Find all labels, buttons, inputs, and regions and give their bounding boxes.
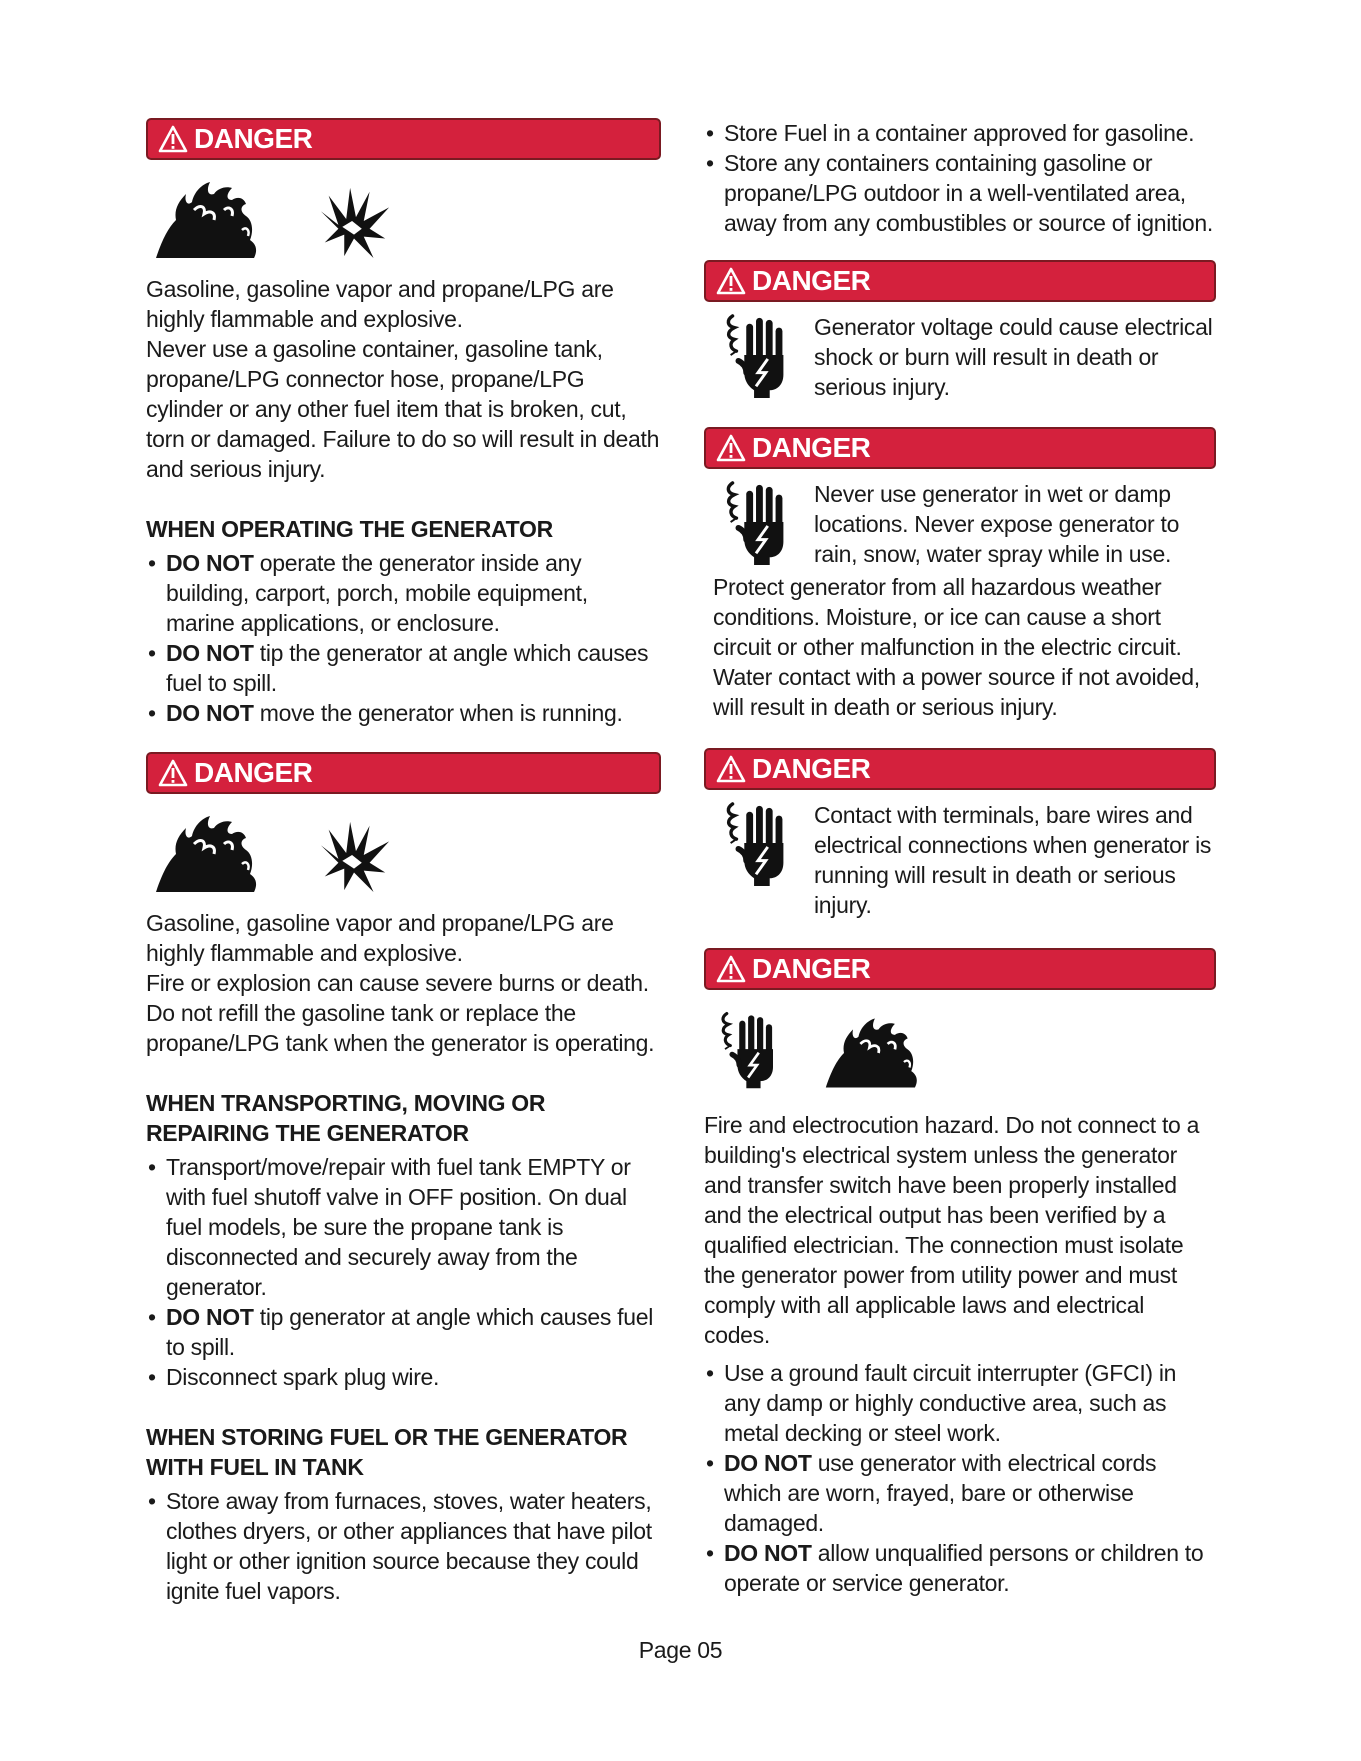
danger-banner (704, 427, 1216, 469)
danger-text: Protect generator from all hazardous weather conditions. Moisture, or ice can cause a short circuit or other malfunction in the electric circuit. Water contact with a power source if not avoided, will result in death or serious injury. (713, 574, 1200, 720)
danger-banner (146, 752, 661, 794)
danger-text: Gasoline, gasoline vapor and propane/LPG are highly flammable and explosive. (146, 910, 614, 966)
danger-text: Contact with terminals, bare wires and electrical connections when generator is running will result in death or serious injury. (814, 802, 1212, 918)
warning-triangle-icon (158, 759, 188, 787)
list-item: • DO NOT move the generator when is running. (146, 698, 661, 728)
danger-label: DANGER (194, 123, 313, 154)
danger-label: DANGER (752, 953, 871, 984)
danger-label: DANGER (752, 753, 871, 784)
list-item: • Store away from furnaces, stoves, water heaters, clothes dryers, or other appliances that have pilot light or other ignition source because they could ignite fuel vapors. (146, 1486, 661, 1606)
page-number: Page 05 (638, 1637, 723, 1663)
hazard-icons (154, 170, 661, 260)
list-item: • Transport/move/repair with fuel tank EMPTY or with fuel shutoff valve in OFF position. On dual fuel models, be sure the propane tank is disconnected and securely away from the generator. (146, 1152, 661, 1302)
electric-shock-hand-icon (714, 1010, 784, 1090)
left-column (146, 118, 661, 1606)
danger-row (704, 479, 1216, 572)
danger-label: DANGER (194, 757, 313, 788)
danger-text: Fire and electrocution hazard. Do not connect to a building's electrical system unless the generator and transfer switch have been properly installed and the electrical output has been verified by a qualified electrician. The connection must isolate the generator power from utility power and must comply with all applicable laws and electrical codes. (704, 1112, 1200, 1348)
list-item: • Store Fuel in a container approved for gasoline. (704, 118, 1216, 148)
danger-text: Never use a gasoline container, gasoline tank, propane/LPG connector hose, propane/LPG cylinder or any other fuel item that is broken, cut, torn or damaged. Failure to do so will result in death and serious injury. (146, 336, 660, 482)
transporting-list (146, 1152, 661, 1392)
explosion-hazard-icon (314, 182, 394, 260)
warning-triangle-icon (158, 125, 188, 153)
danger-banner (704, 948, 1216, 990)
section-heading: WHEN STORING FUEL OR THE GENERATOR WITH FUEL IN TANK (146, 1424, 628, 1480)
list-item: • DO NOT tip generator at angle which causes fuel to spill. (146, 1302, 661, 1362)
warning-triangle-icon (716, 955, 746, 983)
hazard-icons (714, 1000, 1216, 1090)
danger-text: Generator voltage could cause electrical shock or burn will result in death or serious injury. (814, 314, 1213, 400)
storing-list-continued (704, 118, 1216, 238)
operating-list (146, 548, 661, 728)
hazard-icons (154, 804, 661, 894)
danger-label: DANGER (752, 432, 871, 463)
danger-banner (704, 260, 1216, 302)
danger-banner (704, 748, 1216, 790)
electrical-list (704, 1358, 1216, 1598)
list-item: • Use a ground fault circuit interrupter (GFCI) in any damp or highly conductive area, such as metal decking or steel work. (704, 1358, 1216, 1448)
right-column (704, 118, 1216, 1598)
list-item: • DO NOT tip the generator at angle which causes fuel to spill. (146, 638, 661, 698)
section-heading: WHEN OPERATING THE GENERATOR (146, 516, 553, 542)
warning-triangle-icon (716, 755, 746, 783)
danger-label: DANGER (752, 265, 871, 296)
list-item: • DO NOT operate the generator inside any building, carport, porch, mobile equipment, marine applications, or enclosure. (146, 548, 661, 638)
list-item: • DO NOT allow unqualified persons or children to operate or service generator. (704, 1538, 1216, 1598)
danger-row (704, 800, 1216, 920)
storing-list (146, 1486, 661, 1606)
danger-text: Fire or explosion can cause severe burns or death. Do not refill the gasoline tank or replace the propane/LPG tank when the generator is operating. (146, 970, 655, 1056)
warning-triangle-icon (716, 267, 746, 295)
danger-text: Never use generator in wet or damp locations. Never expose generator to rain, snow, water spray while in use. (814, 481, 1180, 567)
fire-hazard-icon (824, 1016, 924, 1090)
electric-shock-hand-icon (722, 479, 792, 567)
danger-banner (146, 118, 661, 160)
electric-shock-hand-icon (722, 312, 792, 400)
fire-hazard-icon (154, 814, 264, 894)
electric-shock-hand-icon (722, 800, 792, 888)
list-item: • Store any containers containing gasoline or propane/LPG outdoor in a well-ventilated area, away from any combustibles or source of ignition. (704, 148, 1216, 238)
section-heading: WHEN TRANSPORTING, MOVING OR REPAIRING THE GENERATOR (146, 1090, 546, 1146)
explosion-hazard-icon (314, 816, 394, 894)
list-item: • Disconnect spark plug wire. (146, 1362, 661, 1392)
fire-hazard-icon (154, 180, 264, 260)
warning-triangle-icon (716, 434, 746, 462)
danger-text: Gasoline, gasoline vapor and propane/LPG are highly flammable and explosive. (146, 276, 614, 332)
list-item: • DO NOT use generator with electrical cords which are worn, frayed, bare or otherwise damaged. (704, 1448, 1216, 1538)
danger-row (704, 312, 1216, 405)
